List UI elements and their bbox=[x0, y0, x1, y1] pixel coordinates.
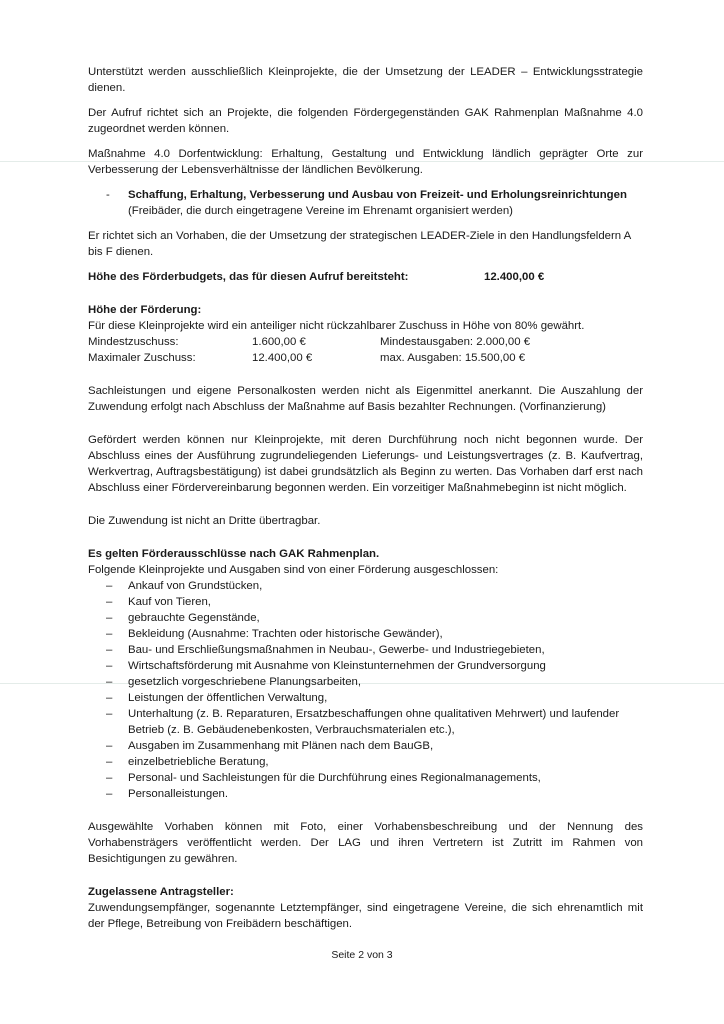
applicants-section bbox=[88, 884, 643, 932]
exclusions-section bbox=[88, 546, 643, 802]
bullet-dash: - bbox=[106, 189, 110, 201]
document-page bbox=[88, 64, 643, 932]
list-item: – gebrauchte Gegenstände, bbox=[88, 610, 643, 626]
page-footer: Seite 2 von 3 bbox=[331, 949, 393, 961]
funding-section bbox=[88, 302, 643, 366]
list-item: – einzelbetriebliche Beratung, bbox=[88, 754, 643, 770]
funding-max-row bbox=[88, 350, 643, 366]
list-item: – Leistungen der öffentlichen Verwaltung, bbox=[88, 690, 643, 706]
funding-heading: Höhe der Förderung: bbox=[88, 304, 202, 316]
min-expense: Mindestausgaben: 2.000,00 € bbox=[380, 336, 531, 348]
max-expense: max. Ausgaben: 15.500,00 € bbox=[380, 352, 526, 364]
list-item: – Ausgaben im Zusammenhang mit Plänen nach dem BauGB, bbox=[88, 738, 643, 754]
exclusions-list bbox=[88, 578, 643, 802]
list-item: – Wirtschaftsförderung mit Ausnahme von Kleinstunternehmen der Grundversorgung bbox=[88, 658, 643, 674]
list-item: – Bekleidung (Ausnahme: Trachten oder historische Gewänder), bbox=[88, 626, 643, 642]
min-label: Mindestzuschuss: bbox=[88, 336, 179, 348]
exclusions-heading: Es gelten Förderausschlüsse nach GAK Rahmenplan. bbox=[88, 548, 380, 560]
max-value: 12.400,00 € bbox=[252, 352, 313, 364]
project-start-paragraph: Gefördert werden können nur Kleinprojekte, mit deren Durchführung noch nicht begonnen wurde. Der Abschluss eines der Ausführung zugrundeliegenden Lieferungs- und Leistungsvertrages (z. B. Kaufvertrag, Werkvertrag, Auftragsbestätigung) ist dabei grundsätzlich als Beginn zu werten. Das Vorhaben darf erst nach Abschluss einer Fördervereinbarung begonnen werden. Ein vorzeitiger Maßnahmebeginn ist nicht möglich. bbox=[88, 434, 643, 494]
list-item: – Kauf von Tieren, bbox=[88, 594, 643, 610]
budget-line bbox=[88, 269, 643, 285]
goals-paragraph: Er richtet sich an Vorhaben, die der Umsetzung der strategischen LEADER-Ziele in den Handlungsfeldern A bis F dienen. bbox=[88, 230, 631, 258]
transfer-paragraph: Die Zuwendung ist nicht an Dritte übertragbar. bbox=[88, 515, 321, 527]
exclusions-intro: Folgende Kleinprojekte und Ausgaben sind von einer Förderung ausgeschlossen: bbox=[88, 564, 499, 576]
budget-label: Höhe des Förderbudgets, das für diesen Aufruf bereitsteht: bbox=[88, 271, 409, 283]
list-item: – Personal- und Sachleistungen für die Durchführung eines Regionalmanagements, bbox=[88, 770, 643, 786]
measure-paragraph: Maßnahme 4.0 Dorfentwicklung: Erhaltung, Gestaltung und Entwicklung ländlich geprägter Orte zur Verbesserung der Lebensverhältnisse der ländlichen Bevölkerung. bbox=[88, 148, 643, 176]
applicants-text: Zuwendungsempfänger, sogenannte Letztempfänger, sind eingetragene Vereine, die sich ehrenamtlich mit der Pflege, Betreibung von Freibädern beschäftigen. bbox=[88, 902, 643, 930]
list-item: – Personalleistungen. bbox=[88, 786, 643, 802]
list-item: – Unterhaltung (z. B. Reparaturen, Ersatzbeschaffungen ohne qualitativen Mehrwert) und laufender Betrieb (z. B. Gebäudenebenkosten, Verbrauchsmaterialen etc.), bbox=[88, 706, 643, 738]
list-item: – Bau- und Erschließungsmaßnahmen in Neubau-, Gewerbe- und Industriegebieten, bbox=[88, 642, 643, 658]
min-value: 1.600,00 € bbox=[252, 336, 306, 348]
bullet-title: Schaffung, Erhaltung, Verbesserung und Ausbau von Freizeit- und Erholungsreinrichtungen bbox=[128, 189, 627, 201]
funding-text: Für diese Kleinprojekte wird ein anteiliger nicht rückzahlbarer Zuschuss in Höhe von 80% gewährt. bbox=[88, 320, 585, 332]
measure-bullet bbox=[88, 187, 643, 219]
budget-value: 12.400,00 € bbox=[484, 271, 545, 283]
list-item: – Ankauf von Grundstücken, bbox=[88, 578, 643, 594]
publication-paragraph: Ausgewählte Vorhaben können mit Foto, einer Vorhabensbeschreibung und der Nennung des Vorhabensträgers veröffentlicht werden. Der LAG und ihren Vertretern ist Zutritt im Rahmen von Besichtigungen zu gewähren. bbox=[88, 821, 643, 865]
funding-min-row bbox=[88, 334, 643, 350]
bullet-note: (Freibäder, die durch eingetragene Vereine im Ehrenamt organisiert werden) bbox=[128, 205, 513, 217]
applicants-heading: Zugelassene Antragsteller: bbox=[88, 886, 234, 898]
max-label: Maximaler Zuschuss: bbox=[88, 352, 196, 364]
intro-paragraph: Unterstützt werden ausschließlich Kleinprojekte, die der Umsetzung der LEADER – Entwicklungsstrategie dienen. bbox=[88, 66, 643, 94]
list-item: – gesetzlich vorgeschriebene Planungsarbeiten, bbox=[88, 674, 643, 690]
sachleistungen-paragraph: Sachleistungen und eigene Personalkosten werden nicht als Eigenmittel anerkannt. Die Auszahlung der Zuwendung erfolgt nach Abschluss der Maßnahme auf Basis bezahlter Rechnungen. (Vorfinanzierung) bbox=[88, 385, 643, 413]
call-scope-paragraph: Der Aufruf richtet sich an Projekte, die folgenden Fördergegenständen GAK Rahmenplan Maßnahme 4.0 zugeordnet werden können. bbox=[88, 107, 643, 135]
